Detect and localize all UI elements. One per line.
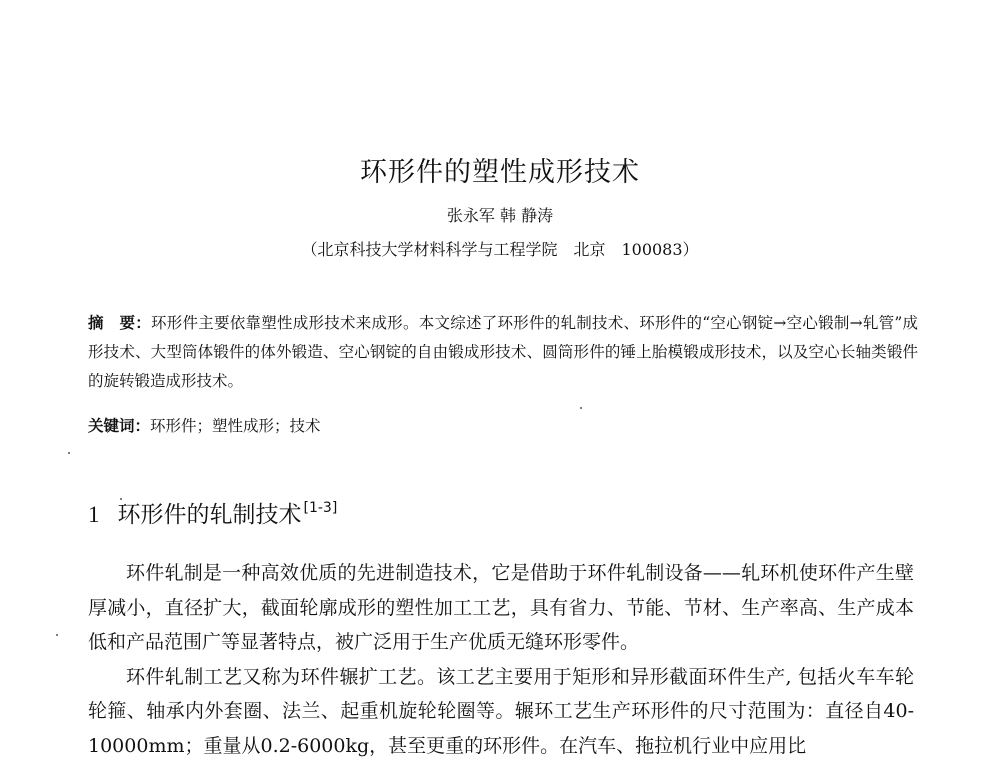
keywords (88, 412, 918, 441)
keywords-text: 环形件；塑性成形；技术 (150, 417, 321, 435)
section-title: 环形件的轧制技术 (118, 502, 302, 528)
scan-speck (56, 634, 58, 636)
body-text (88, 556, 914, 763)
scan-speck (580, 407, 582, 409)
paper-affiliation: （北京科技大学材料科学与工程学院 北京 100083） (0, 237, 1000, 260)
body-paragraph-1: 环件轧制是一种高效优质的先进制造技术，它是借助于环件轧制设备——轧环机使环件产生壁厚减小，直径扩大，截面轮廓成形的塑性加工工艺，具有省力、节能、节材、生产率高、生产成本低和产品范围广等显著特点，被广泛用于生产优质无缝环形零件。 (88, 556, 914, 660)
scan-speck (68, 452, 70, 454)
scan-speck (120, 498, 122, 500)
abstract-text: 环形件主要依靠塑性成形技术来成形。本文综述了环形件的轧制技术、环形件的“空心钢锭→空心锻制→轧管”成形技术、大型筒体锻件的体外锻造、空心钢锭的自由锻成形技术、圆筒形件的锤上胎模锻成形技术，以及空心长轴类锻件的旋转锻造成形技术。 (88, 314, 918, 390)
abstract-label: 摘 要： (88, 314, 151, 332)
section-reference: [1-3] (304, 500, 338, 516)
abstract (88, 309, 918, 396)
paper-title: 环形件的塑性成形技术 (0, 150, 1000, 189)
section-heading (88, 496, 337, 529)
keywords-label: 关键词： (88, 417, 150, 435)
paper-authors: 张永军 韩 静涛 (0, 203, 1000, 226)
body-paragraph-2: 环件轧制工艺又称为环件辗扩工艺。该工艺主要用于矩形和异形截面环件生产, 包括火车车轮轮箍、轴承内外套圈、法兰、起重机旋轮轮圈等。辗环工艺生产环形件的尺寸范围为：直径自40-10000mm；重量从0.2-6000kg，甚至更重的环形件。在汽车、拖拉机行业中应用比 (88, 660, 914, 763)
section-number: 1 (88, 502, 100, 527)
